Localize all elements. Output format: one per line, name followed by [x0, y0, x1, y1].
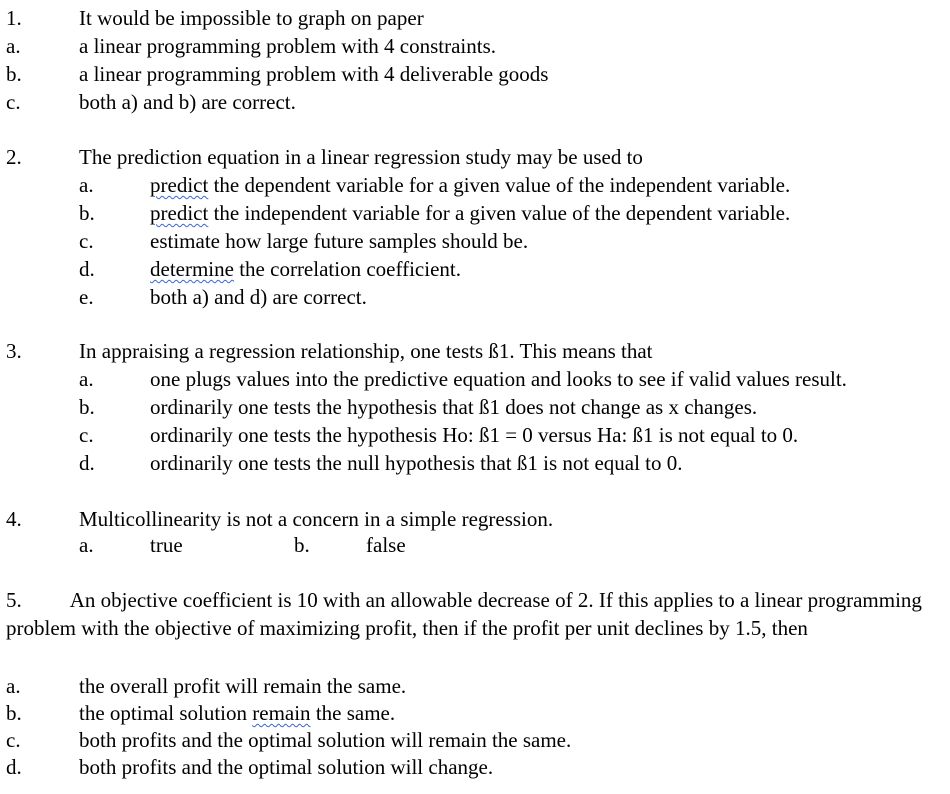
- option-text: one plugs values into the predictive equation and looks to see if valid values result.: [150, 367, 847, 391]
- option-letter: a.: [79, 533, 94, 557]
- option-letter: c.: [79, 423, 94, 447]
- option-text: estimate how large future samples should be.: [150, 229, 529, 253]
- option-letter: e.: [79, 285, 94, 309]
- option-letter: d.: [79, 257, 95, 281]
- option-text: the overall profit will remain the same.: [79, 674, 407, 698]
- option-text-rest: the correlation coefficient.: [233, 257, 461, 281]
- option-letter: b.: [6, 62, 22, 86]
- question-number: 4.: [6, 507, 22, 531]
- spellcheck-word[interactable]: predict: [150, 173, 209, 197]
- spellcheck-word[interactable]: remain: [252, 701, 311, 725]
- option-text: [79, 700, 395, 726]
- option-text: a linear programming problem with 4 deliverable goods: [79, 62, 549, 86]
- option-letter: b.: [294, 533, 310, 557]
- question-stem: In appraising a regression relationship, one tests ß1. This means that: [79, 339, 653, 363]
- option-letter: b.: [6, 701, 22, 725]
- option-letter: b.: [79, 395, 95, 419]
- option-text: both profits and the optimal solution will remain the same.: [79, 728, 572, 752]
- option-letter: d.: [6, 755, 22, 779]
- option-text: both a) and b) are correct.: [79, 90, 296, 114]
- option-letter: b.: [79, 201, 95, 225]
- question-stem: It would be impossible to graph on paper: [79, 6, 424, 30]
- option-text: ordinarily one tests the null hypothesis that ß1 is not equal to 0.: [150, 451, 683, 475]
- option-letter: a.: [79, 367, 94, 391]
- option-text-pre: the optimal solution: [79, 701, 253, 725]
- question-number: 2.: [6, 145, 22, 169]
- option-text: ordinarily one tests the hypothesis Ho: ß1 = 0 versus Ha: ß1 is not equal to 0.: [150, 423, 799, 447]
- option-text-rest: the same.: [310, 701, 396, 725]
- option-letter: c.: [79, 229, 94, 253]
- option-letter: a.: [6, 674, 21, 698]
- option-text: [150, 172, 790, 198]
- question-5-stem: [6, 587, 942, 642]
- option-text: [150, 200, 790, 226]
- option-text: both a) and d) are correct.: [150, 285, 367, 309]
- option-letter: c.: [6, 728, 21, 752]
- question-stem: Multicollinearity is not a concern in a simple regression.: [79, 507, 554, 531]
- option-text: a linear programming problem with 4 constraints.: [79, 34, 496, 58]
- spellcheck-word[interactable]: determine: [150, 257, 234, 281]
- spellcheck-word[interactable]: predict: [150, 201, 209, 225]
- question-number: 3.: [6, 339, 22, 363]
- question-number: 1.: [6, 6, 22, 30]
- question-stem: An objective coefficient is 10 with an allowable decrease of 2. If this applies to a linear programming problem with the objective of maximizing profit, then if the profit per unit declines by 1.5, then: [6, 588, 922, 640]
- option-text: ordinarily one tests the hypothesis that ß1 does not change as x changes.: [150, 395, 758, 419]
- option-text-rest: the dependent variable for a given value of the independent variable.: [208, 173, 791, 197]
- option-text: true: [150, 533, 183, 557]
- option-letter: a.: [79, 173, 94, 197]
- option-letter: d.: [79, 451, 95, 475]
- question-stem: The prediction equation in a linear regression study may be used to: [79, 145, 643, 169]
- option-letter: a.: [6, 34, 21, 58]
- option-text-rest: the independent variable for a given value of the dependent variable.: [208, 201, 791, 225]
- option-text: [150, 256, 461, 282]
- question-number: 5.: [6, 588, 22, 612]
- option-letter: c.: [6, 90, 21, 114]
- option-text: both profits and the optimal solution will change.: [79, 755, 494, 779]
- option-text: false: [366, 533, 406, 557]
